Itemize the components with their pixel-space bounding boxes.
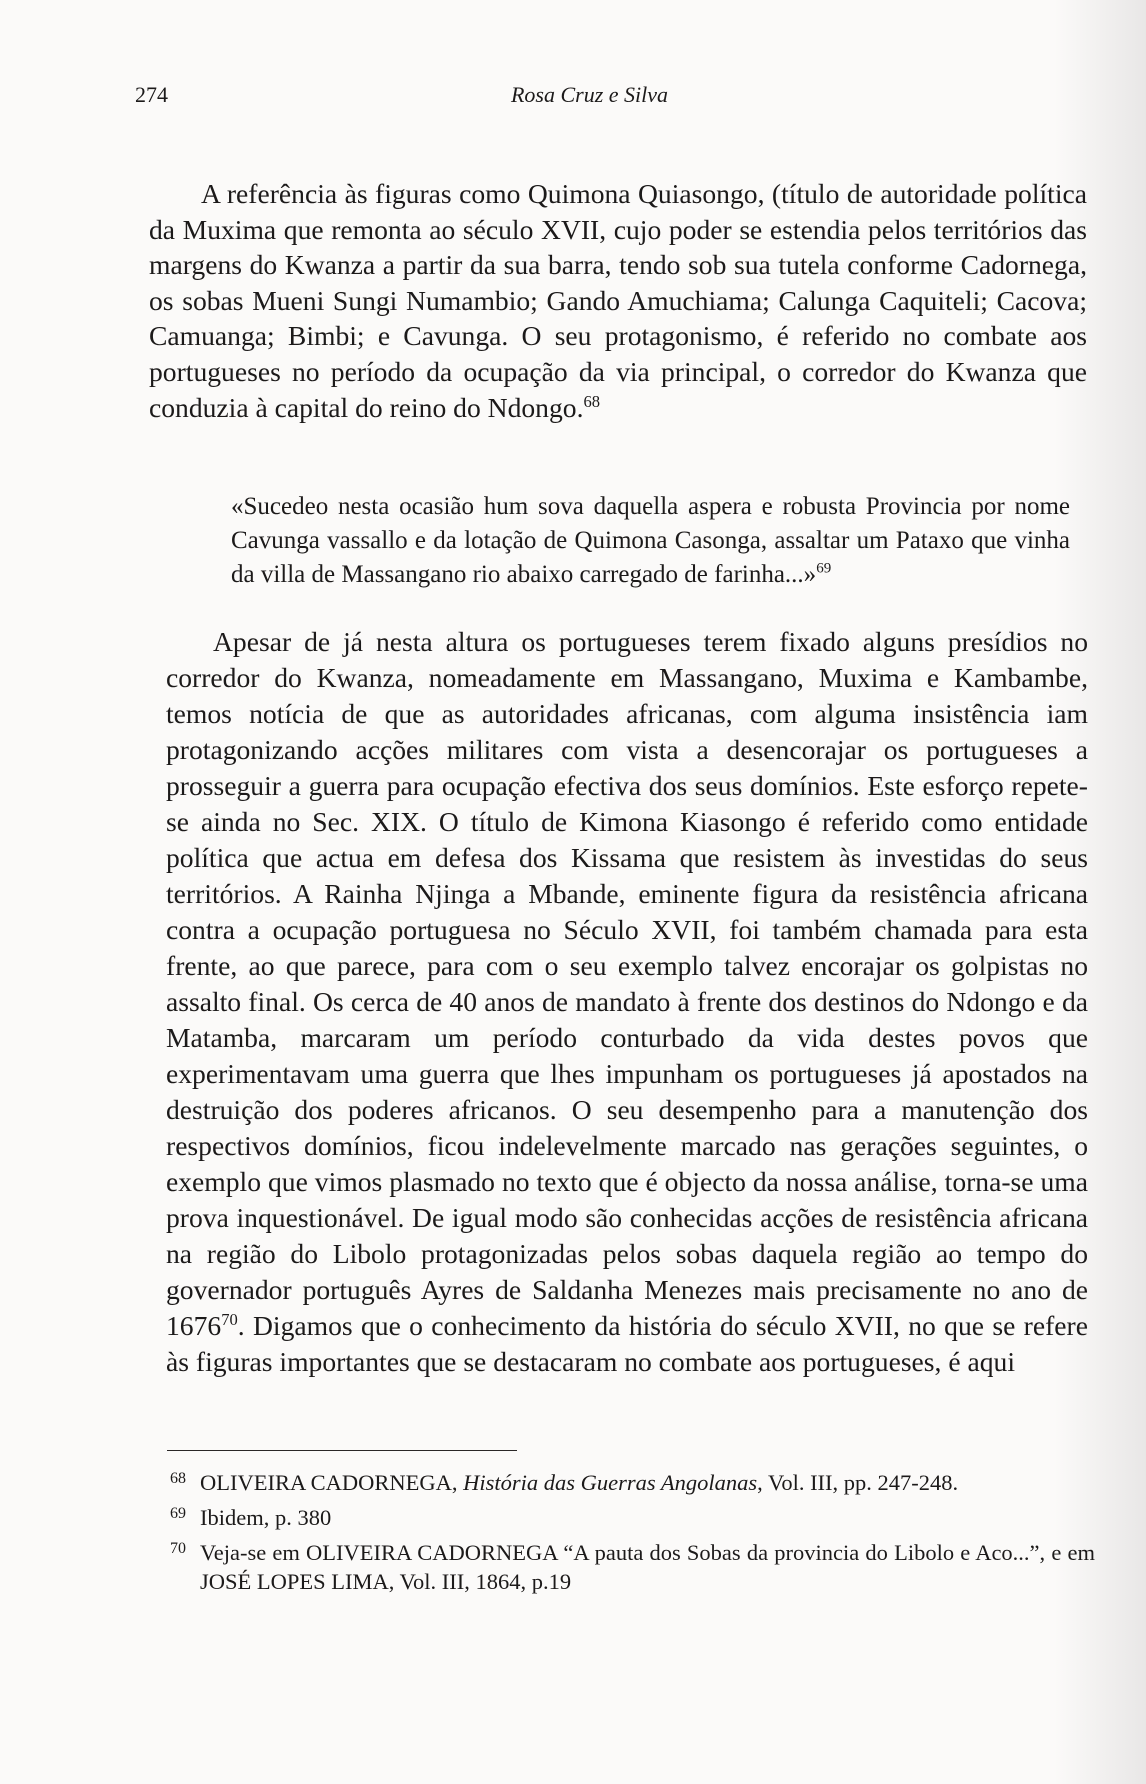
note-ref-69: 69 [816, 560, 832, 577]
paragraph-2 [166, 624, 1088, 1380]
footnote-number: 69 [170, 1505, 186, 1522]
paragraph-2-text-b: . Digamos que o conhecimento da história do século XVII, no que se refere às figuras importantes que se destacaram no combate aos portugueses, é aqui [166, 1310, 1088, 1377]
paragraph-1 [149, 176, 1087, 425]
footnote-68 [170, 1468, 1095, 1497]
footnote-title: História das Guerras Angolanas [463, 1470, 758, 1495]
page-number: 274 [135, 82, 168, 107]
footnote-text: OLIVEIRA CADORNEGA, [200, 1470, 464, 1495]
footnotes [170, 1468, 1095, 1602]
footnote-text-end: , Vol. III, pp. 247-248. [757, 1470, 959, 1495]
footnote-rule [167, 1450, 517, 1451]
footnote-number: 68 [170, 1470, 186, 1487]
running-head: Rosa Cruz e Silva [510, 82, 669, 107]
note-ref-70: 70 [221, 1309, 238, 1329]
quote-text: «Sucedeo nesta ocasião hum sova daquella aspera e robusta Provincia por nome Cavunga vassallo e da lotação de Quimona Casonga, assaltar um Pataxo que vinha da villa de Massangano rio abaixo carregado de farinha...» [231, 493, 1070, 588]
footnote-number: 70 [170, 1540, 186, 1557]
note-ref-68: 68 [583, 391, 601, 411]
footnote-70 [170, 1538, 1095, 1596]
paragraph-2-text-a: Apesar de já nesta altura os portugueses terem fixado alguns presídios no corredor do Kwanza, nomeadamente em Massangano, Muxima e Kambambe, temos notícia de que as autoridades africanas, com alguma insistência iam protagonizando acções militares com vista a desencorajar os portugueses a prosseguir a guerra para ocupação efectiva dos seus domínios. Este esforço repete-se ainda no Sec. XIX. O título de Kimona Kiasongo é referido como entidade política que actua em defesa dos Kissama que resistem às investidas do seus territórios. A Rainha Njinga a Mbande, eminente figura da resistência africana contra a ocupação portuguesa no Século XVII, foi também chamada para esta frente, ao que parece, para com o seu exemplo talvez encorajar os golpistas no assalto final. Os cerca de 40 anos de mandato à frente dos destinos do Ndongo e da Matamba, marcaram um período conturbado da vida destes povos que experimentavam uma guerra que lhes impunham os portugueses já apostados na destruição dos poderes africanos. O seu desempenho para a manutenção dos respectivos domínios, ficou indelevelmente marcado nas gerações seguintes, o exemplo que vimos plasmado no texto que é objecto da nossa análise, torna-se uma prova inquestionável. De igual modo são conhecidas acções de resistência africana na região do Libolo protagonizadas pelos sobas daquela região ao tempo do governador português Ayres de Saldanha Menezes mais precisamente no ano de 1676 [166, 626, 1088, 1341]
body-text-second [166, 624, 1088, 1380]
footnote-text: Veja-se em OLIVEIRA CADORNEGA “A pauta dos Sobas da provincia do Libolo e Aco...”, e em JOSÉ LOPES LIMA, Vol. III, 1864, p.19 [200, 1540, 1095, 1594]
footnote-69 [170, 1503, 1095, 1532]
paragraph-1-text: A referência às figuras como Quimona Quiasongo, (título de autoridade política da Muxima que remonta ao século XVII, cujo poder se estendia pelos territórios das margens do Kwanza a partir da sua barra, tendo sob sua tutela conforme Cadornega, os sobas Mueni Sungi Numambio; Gando Amuchiama; Calunga Caquiteli; Cacova; Camuanga; Bimbi; e Cavunga. O seu protagonismo, é referido no combate aos portugueses no período da ocupação da via principal, o corredor do Kwanza que conduzia à capital do reino do Ndongo. [149, 178, 1087, 423]
page-header [135, 82, 1044, 112]
footnote-text: Ibidem, p. 380 [200, 1505, 332, 1530]
quote-paragraph [231, 490, 1070, 592]
body-text-first [149, 176, 1087, 425]
block-quote [231, 490, 1070, 592]
